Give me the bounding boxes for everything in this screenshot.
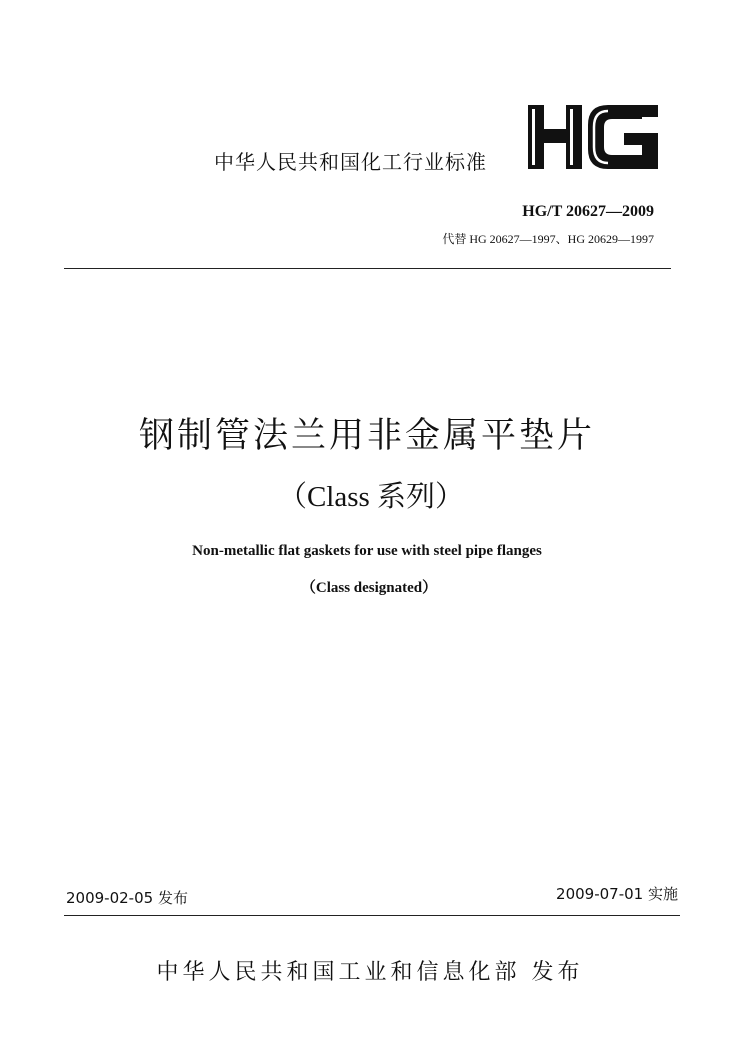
footer-divider: [64, 915, 680, 916]
standard-number: HG/T 20627—2009: [522, 203, 654, 220]
hg-logo: [526, 103, 660, 171]
header-divider: [64, 268, 671, 269]
publisher: 中华人民共和国工业和信息化部 发布: [156, 960, 584, 985]
subtitle-chinese: （Class 系列）: [277, 481, 465, 513]
replaced-standards: 代替 HG 20627—1997、HG 20629—1997: [442, 232, 654, 246]
implementation-date: 2009-07-01 实施: [556, 885, 678, 903]
title-chinese: 钢制管法兰用非金属平垫片: [138, 416, 595, 456]
standard-category: 中华人民共和国化工行业标准: [214, 150, 487, 174]
subtitle-english: （Class designated）: [300, 580, 438, 596]
issue-date: 2009-02-05 发布: [66, 889, 188, 907]
title-english: Non-metallic flat gaskets for use with steel pipe flanges: [192, 543, 542, 559]
